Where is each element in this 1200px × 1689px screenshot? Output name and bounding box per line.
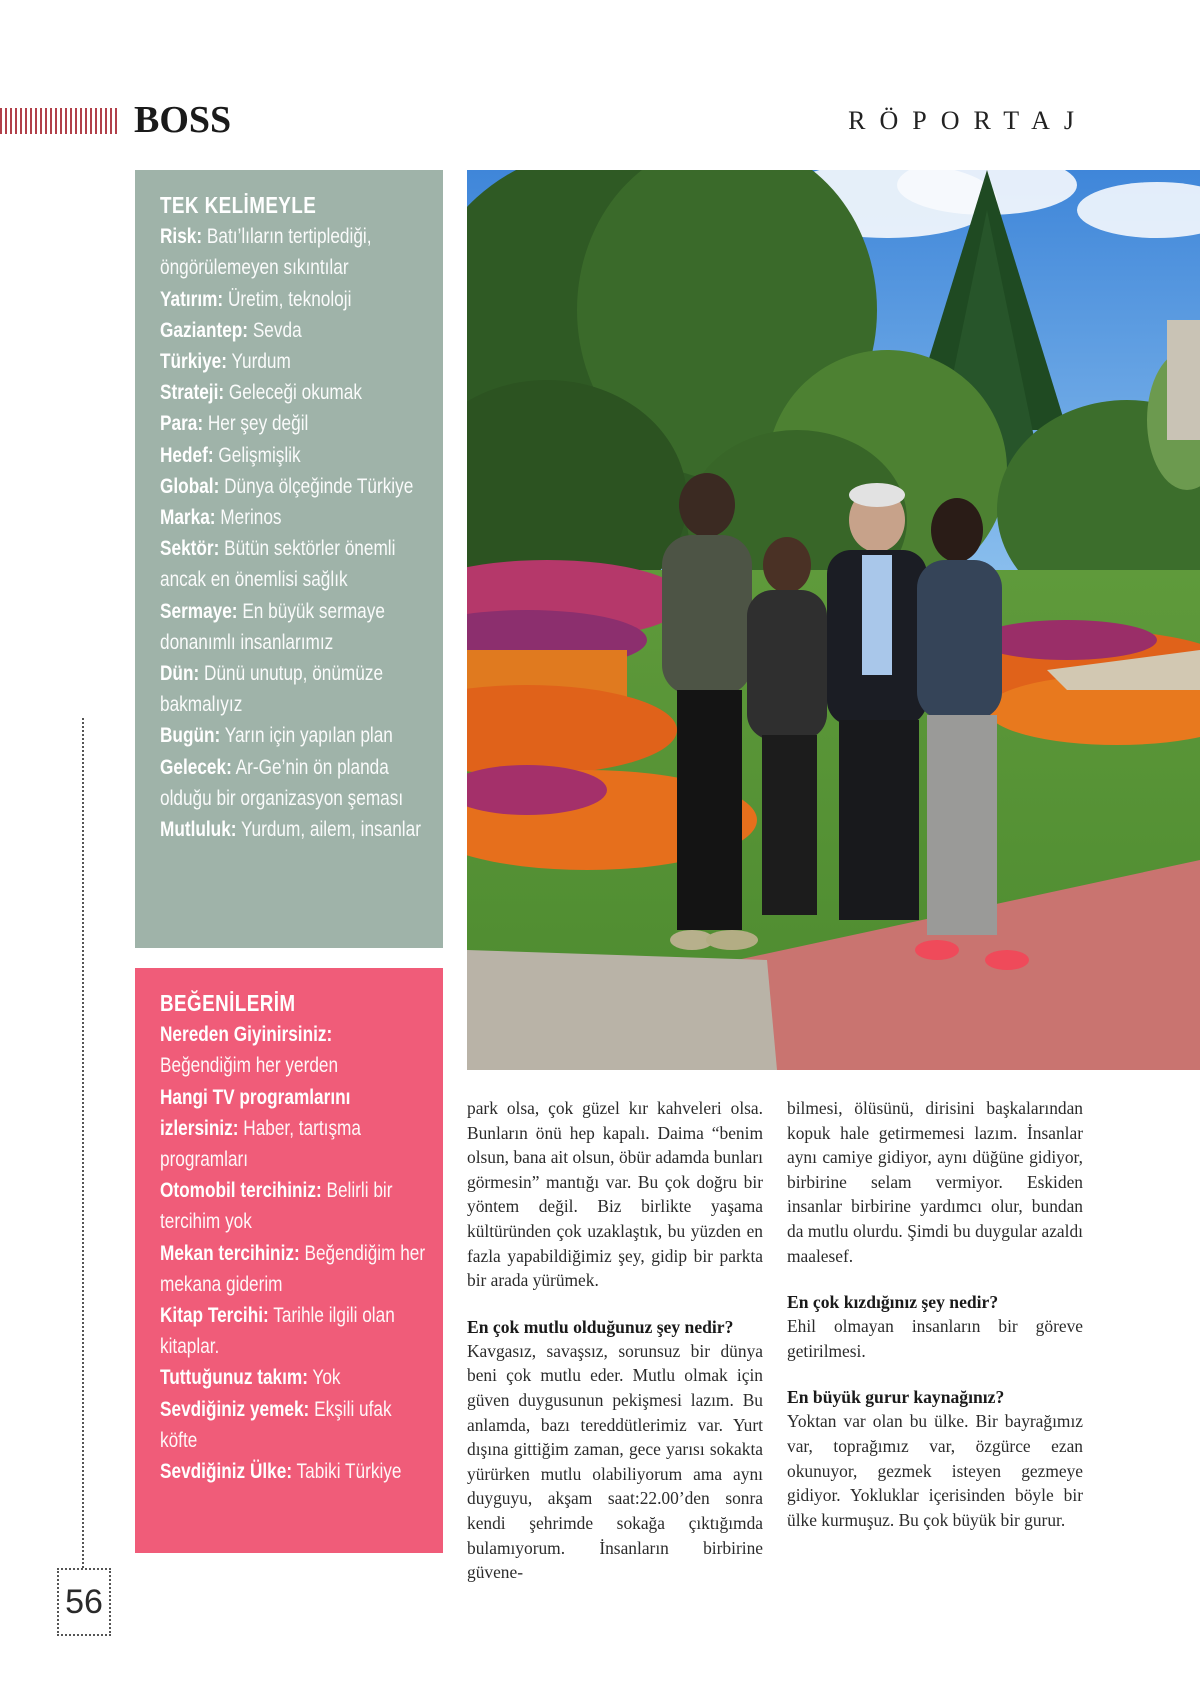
- row-key: Hangi TV programlarını izlersiniz:: [160, 1085, 351, 1140]
- row-value: Haber, tartışma programları: [160, 1116, 361, 1172]
- row-key: Gaziantep:: [160, 318, 249, 342]
- tek-kelimeyle-title: TEK KELİMEYLE: [160, 192, 317, 218]
- page-number: 56: [57, 1568, 111, 1636]
- row-value: Dünü unutup, önümüze bakmalıyız: [160, 662, 384, 717]
- qa-row: [160, 720, 425, 751]
- row-key: Global:: [160, 474, 220, 498]
- row-key: Strateji:: [160, 381, 225, 405]
- row-value: Tarihle ilgili olan kitaplar.: [160, 1304, 395, 1359]
- family-photo: [467, 170, 1200, 1070]
- qa-row: [160, 502, 425, 533]
- row-key: Dün:: [160, 662, 200, 686]
- row-key: Kitap Tercihi:: [160, 1304, 269, 1328]
- qa-row: [160, 1394, 425, 1456]
- qa-row: [160, 1019, 425, 1081]
- row-value: Yok: [307, 1366, 341, 1390]
- row-value: Beğendiğim her mekana giderim: [160, 1241, 426, 1296]
- row-value: Yarın için yapılan plan: [220, 724, 393, 748]
- row-value: Beğendiğim her yerden: [160, 1054, 339, 1078]
- row-key: Yatırım:: [160, 287, 224, 311]
- qa-row: [160, 315, 425, 346]
- row-value: En büyük sermaye donanımlı insanlarımız: [160, 599, 385, 654]
- qa-row: [160, 1300, 425, 1362]
- qa-row: [160, 533, 425, 595]
- begenilerim-title: BEĞENİLERİM: [160, 990, 296, 1016]
- question-heading: En büyük gurur kaynağınız?: [787, 1387, 1005, 1408]
- qa-row: [160, 814, 425, 845]
- qa-row: [160, 1362, 425, 1393]
- row-key: Sevdiğiniz Ülke:: [160, 1460, 293, 1484]
- row-key: Sevdiğiniz yemek:: [160, 1397, 310, 1421]
- row-key: Sektör:: [160, 537, 220, 561]
- qa-row: [160, 1082, 425, 1176]
- qa-row: [160, 1175, 425, 1237]
- qa-row: [160, 346, 425, 377]
- row-value: Bütün sektörler önemli ancak en önemlisi sağlık: [160, 537, 396, 592]
- row-key: Sermaye:: [160, 599, 238, 623]
- tek-kelimeyle-box: [135, 170, 443, 948]
- begenilerim-box: [135, 968, 443, 1553]
- qa-row: [160, 752, 425, 814]
- qa-row: [160, 221, 425, 283]
- row-key: Mutluluk:: [160, 818, 237, 842]
- qa-row: [160, 1456, 425, 1487]
- row-key: Bugün:: [160, 724, 221, 748]
- row-value: Gelişmişlik: [213, 443, 301, 467]
- qa-row: [160, 408, 425, 439]
- article-paragraph: park olsa, çok güzel kır kahveleri olsa. Bunların önü hep kapalı. Daima “benim olsun, bana ait olsun, öbür adamda bunları görmesin” mantığı var. Bu çok doğru bir yöntem değil. Biz birlikte yaşama kültüründen çok uzaklaştık, bu yüzden en fazla yapabildiğimiz şey, gidip bir parkta bir arada yürümek.: [467, 1098, 763, 1291]
- row-value: Yurdum: [226, 350, 291, 374]
- qa-row: [160, 596, 425, 658]
- qa-row: [160, 377, 425, 408]
- article-column-1: [467, 1096, 763, 1585]
- row-value: Merinos: [215, 506, 282, 530]
- row-key: Türkiye:: [160, 350, 227, 374]
- qa-row: [160, 1238, 425, 1300]
- article-column-2: [787, 1096, 1083, 1532]
- qa-row: [160, 440, 425, 471]
- begenilerim-list: [160, 1019, 425, 1487]
- row-key: Tuttuğunuz takım:: [160, 1366, 308, 1390]
- row-value: Üretim, teknoloji: [223, 287, 352, 311]
- qa-row: [160, 471, 425, 502]
- row-key: Risk:: [160, 225, 203, 249]
- answer-paragraph: Ehil olmayan insanların bir göreve getirilmesi.: [787, 1316, 1083, 1361]
- row-value: Geleceği okumak: [224, 381, 362, 405]
- answer-paragraph: Yoktan var olan bu ülke. Bir bayrağımız var, toprağımız var, özgürce ezan okunuyor, gezmek isteyen gezmeye gidiyor. Yokluklar içerisinden böyle bir ülke kurmuşuz. Bu çok büyük bir gurur.: [787, 1411, 1083, 1530]
- answer-paragraph: Kavgasız, savaşsız, sorunsuz bir dünya beni çok mutlu eder. Mutlu olmak için güven duygusunun pekişmesi lazım. Bu anlamda, bazı tereddütlerimiz var. Yurt dışına gittiğim zaman, gece yarısı sokakta yürürken mutlu olabiliyorum ama aynı duyguyu, akşam saat:22.00’den sonra kendi şehrimde sokağa çıktığımda bulamıyorum. İnsanların birbirine güvene-: [467, 1340, 763, 1583]
- row-value: Yurdum, ailem, insanlar: [236, 818, 421, 842]
- row-value: Sevda: [248, 318, 302, 342]
- row-value: Belirli bir tercihim yok: [160, 1179, 393, 1234]
- section-label: RÖPORTAJ: [848, 106, 1088, 135]
- magazine-logo: BOSS: [134, 99, 232, 141]
- row-key: Hedef:: [160, 443, 214, 467]
- question-heading: En çok kızdığınız şey nedir?: [787, 1292, 999, 1313]
- row-value: Ekşili ufak köfte: [160, 1397, 392, 1452]
- qa-row: [160, 658, 425, 720]
- header-stripes: [0, 108, 120, 134]
- row-value: Her şey değil: [203, 412, 309, 436]
- row-key: Para:: [160, 412, 204, 436]
- qa-row: [160, 284, 425, 315]
- row-value: Dünya ölçeğinde Türkiye: [219, 474, 414, 498]
- row-key: Otomobil tercihiniz:: [160, 1179, 322, 1203]
- question-heading: En çok mutlu olduğunuz şey nedir?: [467, 1316, 734, 1337]
- row-value: Tabiki Türkiye: [292, 1460, 402, 1484]
- row-value: Ar-Ge’nin ön planda olduğu bir organizasyon şeması: [160, 755, 404, 810]
- row-key: Marka:: [160, 506, 216, 530]
- row-value: Batı’lıların tertiplediği, öngörülemeyen sıkıntılar: [160, 225, 372, 280]
- row-key: Nereden Giyinirsiniz:: [160, 1023, 333, 1047]
- tek-kelimeyle-list: [160, 221, 425, 845]
- dotted-rule: [82, 718, 84, 1568]
- row-key: Mekan tercihiniz:: [160, 1241, 300, 1265]
- article-paragraph: bilmesi, ölüsünü, dirisini başkalarından kopuk hale getirmemesi lazım. İnsanlar aynı camiye gidiyor, aynı düğüne gidiyor, birbirine selam vermiyor. Eskiden insanlar birbirine yardımcı olur, bundan da mutlu olurdu. Şimdi bu duygular azaldı maalesef.: [787, 1098, 1083, 1266]
- row-key: Gelecek:: [160, 755, 232, 779]
